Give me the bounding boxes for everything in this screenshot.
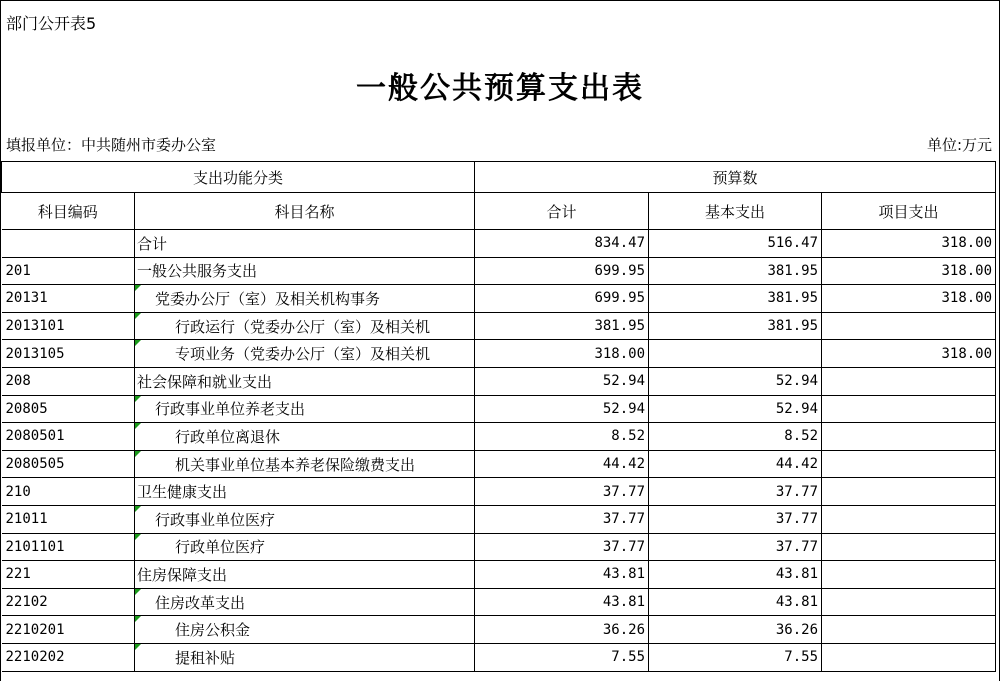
cell-basic: 52.94 xyxy=(649,367,822,395)
cell-basic: 516.47 xyxy=(649,230,822,258)
cell-name-text: 提租补贴 xyxy=(175,648,236,667)
cell-code: 201 xyxy=(2,257,135,285)
cell-code: 22102 xyxy=(2,588,135,616)
cell-project xyxy=(822,450,996,478)
comment-marker-icon xyxy=(135,589,141,595)
cell-total: 699.95 xyxy=(475,285,649,313)
cell-name-text: 社会保障和就业支出 xyxy=(137,372,273,391)
cell-basic xyxy=(649,340,822,368)
cell-project: 318.00 xyxy=(822,340,996,368)
cell-code: 210 xyxy=(2,478,135,506)
cell-basic: 43.81 xyxy=(649,588,822,616)
cell-code: 21011 xyxy=(2,505,135,533)
cell-code: 2210201 xyxy=(2,616,135,644)
table-row xyxy=(2,588,996,616)
cell-name-text: 党委办公厅（室）及相关机构事务 xyxy=(155,289,381,308)
budget-table xyxy=(1,161,996,672)
cell-name-text: 住房保障支出 xyxy=(137,565,228,584)
cell-name xyxy=(135,478,475,506)
cell-basic: 7.55 xyxy=(649,643,822,671)
comment-marker-icon xyxy=(135,451,141,457)
cell-basic: 36.26 xyxy=(649,616,822,644)
cell-name-text: 行政单位离退休 xyxy=(175,427,281,446)
cell-name-text: 行政事业单位医疗 xyxy=(155,510,276,529)
cell-project xyxy=(822,367,996,395)
cell-basic: 381.95 xyxy=(649,257,822,285)
cell-total: 36.26 xyxy=(475,616,649,644)
cell-name xyxy=(135,616,475,644)
comment-marker-icon xyxy=(135,644,141,650)
table-row xyxy=(2,340,996,368)
cell-name xyxy=(135,312,475,340)
cell-total: 44.42 xyxy=(475,450,649,478)
table-row xyxy=(2,257,996,285)
cell-name xyxy=(135,257,475,285)
cell-project xyxy=(822,423,996,451)
cell-basic: 43.81 xyxy=(649,561,822,589)
cell-name xyxy=(135,340,475,368)
page-title: 一般公共预算支出表 xyxy=(356,71,644,106)
cell-project xyxy=(822,616,996,644)
cell-project xyxy=(822,505,996,533)
comment-marker-icon xyxy=(135,423,141,429)
comment-marker-icon xyxy=(135,285,141,291)
cell-project xyxy=(822,643,996,671)
cell-code: 2013101 xyxy=(2,312,135,340)
cell-basic: 37.77 xyxy=(649,533,822,561)
table-row xyxy=(2,450,996,478)
cell-code: 2210202 xyxy=(2,643,135,671)
comment-marker-icon xyxy=(135,506,141,512)
cell-total: 37.77 xyxy=(475,533,649,561)
cell-name-text: 行政事业单位养老支出 xyxy=(155,400,306,419)
table-row xyxy=(2,285,996,313)
header-project: 项目支出 xyxy=(822,193,996,230)
cell-basic: 52.94 xyxy=(649,395,822,423)
cell-name xyxy=(135,367,475,395)
cell-code: 20805 xyxy=(2,395,135,423)
cell-name xyxy=(135,285,475,313)
cell-code: 2013105 xyxy=(2,340,135,368)
cell-name-text: 一般公共服务支出 xyxy=(137,262,258,281)
cell-project xyxy=(822,561,996,589)
cell-project: 318.00 xyxy=(822,230,996,258)
cell-project xyxy=(822,312,996,340)
cell-basic: 8.52 xyxy=(649,423,822,451)
cell-name xyxy=(135,395,475,423)
cell-total: 8.52 xyxy=(475,423,649,451)
reporting-unit: 填报单位：中共随州市委办公室 xyxy=(6,136,217,154)
cell-project: 318.00 xyxy=(822,285,996,313)
cell-total: 43.81 xyxy=(475,561,649,589)
table-row xyxy=(2,643,996,671)
cell-total: 318.00 xyxy=(475,340,649,368)
cell-name-text: 行政运行（党委办公厅（室）及相关机 xyxy=(175,317,431,336)
cell-total: 7.55 xyxy=(475,643,649,671)
cell-name xyxy=(135,505,475,533)
cell-code: 2080501 xyxy=(2,423,135,451)
form-number: 部门公开表5 xyxy=(6,14,97,33)
comment-marker-icon xyxy=(135,313,141,319)
table-row xyxy=(2,533,996,561)
table-row xyxy=(2,395,996,423)
cell-name-text: 住房公积金 xyxy=(175,621,251,640)
cell-code: 20131 xyxy=(2,285,135,313)
cell-basic: 37.77 xyxy=(649,478,822,506)
comment-marker-icon xyxy=(135,340,141,346)
cell-basic: 381.95 xyxy=(649,285,822,313)
cell-name xyxy=(135,643,475,671)
header-name: 科目名称 xyxy=(135,193,475,230)
comment-marker-icon xyxy=(135,534,141,540)
table-body xyxy=(2,230,996,672)
cell-total: 834.47 xyxy=(475,230,649,258)
header-total: 合计 xyxy=(475,193,649,230)
comment-marker-icon xyxy=(135,396,141,402)
cell-name-text: 专项业务（党委办公厅（室）及相关机 xyxy=(175,345,431,364)
cell-name xyxy=(135,450,475,478)
cell-code: 2080505 xyxy=(2,450,135,478)
cell-total: 52.94 xyxy=(475,367,649,395)
cell-total: 52.94 xyxy=(475,395,649,423)
cell-code: 208 xyxy=(2,367,135,395)
table-row xyxy=(2,505,996,533)
cell-name-text: 机关事业单位基本养老保险缴费支出 xyxy=(175,455,416,474)
header-code: 科目编码 xyxy=(2,193,135,230)
header-function-classification: 支出功能分类 xyxy=(2,162,475,193)
table-row xyxy=(2,423,996,451)
cell-name-text: 住房改革支出 xyxy=(155,593,246,612)
cell-code xyxy=(2,230,135,258)
cell-basic: 37.77 xyxy=(649,505,822,533)
cell-total: 699.95 xyxy=(475,257,649,285)
table-row xyxy=(2,367,996,395)
cell-basic: 44.42 xyxy=(649,450,822,478)
table-row xyxy=(2,561,996,589)
header-basic: 基本支出 xyxy=(649,193,822,230)
cell-project xyxy=(822,395,996,423)
table-row xyxy=(2,616,996,644)
cell-total: 37.77 xyxy=(475,478,649,506)
comment-marker-icon xyxy=(135,616,141,622)
cell-project xyxy=(822,478,996,506)
cell-name-text: 合计 xyxy=(137,234,168,253)
header-budget-amount: 预算数 xyxy=(475,162,996,193)
cell-name xyxy=(135,561,475,589)
cell-name xyxy=(135,533,475,561)
cell-project: 318.00 xyxy=(822,257,996,285)
currency-unit: 单位:万元 xyxy=(926,136,992,154)
cell-total: 37.77 xyxy=(475,505,649,533)
cell-total: 43.81 xyxy=(475,588,649,616)
table-row xyxy=(2,312,996,340)
table-row xyxy=(2,478,996,506)
cell-name xyxy=(135,588,475,616)
cell-code: 221 xyxy=(2,561,135,589)
cell-code: 2101101 xyxy=(2,533,135,561)
cell-total: 381.95 xyxy=(475,312,649,340)
table-row xyxy=(2,230,996,258)
cell-name-text: 行政单位医疗 xyxy=(175,538,266,557)
cell-project xyxy=(822,588,996,616)
cell-name xyxy=(135,423,475,451)
cell-project xyxy=(822,533,996,561)
cell-name xyxy=(135,230,475,258)
cell-basic: 381.95 xyxy=(649,312,822,340)
cell-name-text: 卫生健康支出 xyxy=(137,483,228,502)
